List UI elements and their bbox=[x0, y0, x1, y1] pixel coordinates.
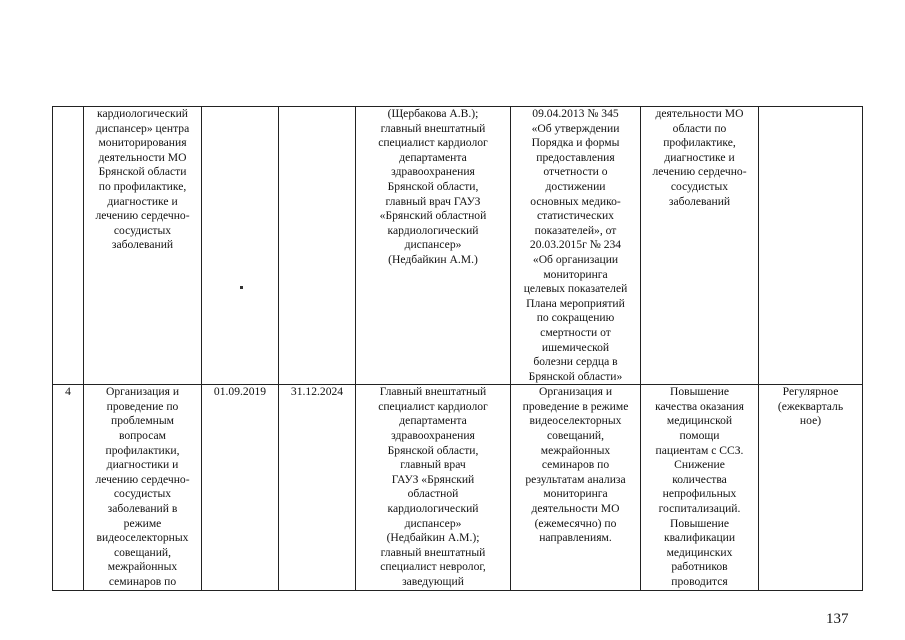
cell-end-date: 31.12.2024 bbox=[279, 385, 356, 591]
table-row bbox=[53, 107, 863, 385]
cell-frequency bbox=[759, 107, 863, 385]
cell-start-date: 01.09.2019 bbox=[202, 385, 279, 591]
page-number: 137 bbox=[826, 611, 849, 627]
cell-number: 4 bbox=[53, 385, 84, 591]
cell-responsible: Главный внештатный специалист кардиолог департамента здравоохранения Брянской области, главный врач ГАУЗ «Брянский областной кардиологический диспансер» (Недбайкин А.М.); главный внештатный специалист невролог, заведующий bbox=[356, 385, 511, 591]
scan-speck bbox=[240, 286, 243, 289]
plan-table bbox=[52, 106, 863, 591]
table-row bbox=[53, 385, 863, 591]
cell-indicator: деятельности МО области по профилактике, диагностике и лечению сердечно- сосудистых заболеваний bbox=[641, 107, 759, 385]
cell-end-date bbox=[279, 107, 356, 385]
cell-responsible: (Щербакова А.В.); главный внештатный специалист кардиолог департамента здравоохранения Брянской области, главный врач ГАУЗ «Брянский областной кардиологический диспансер» (Недбайкин А.М.) bbox=[356, 107, 511, 385]
cell-event: кардиологический диспансер» центра мониторирования деятельности МО Брянской области по профилактике, диагностике и лечению сердечно- сосудистых заболеваний bbox=[84, 107, 202, 385]
cell-start-date bbox=[202, 107, 279, 385]
cell-result: Организация и проведение в режиме видеоселекторных совещаний, межрайонных семинаров по результатам анализа мониторинга деятельности МО (ежемесячно) по направлениям. bbox=[511, 385, 641, 591]
cell-number bbox=[53, 107, 84, 385]
cell-indicator: Повышение качества оказания медицинской помощи пациентам с ССЗ. Снижение количества непрофильных госпитализаций. Повышение квалификации медицинских работников проводится bbox=[641, 385, 759, 591]
cell-result: 09.04.2013 № 345 «Об утверждении Порядка и формы предоставления отчетности о достижении основных медико- статистических показателей», от 20.03.2015г № 234 «Об организации мониторинга целевых показателей Плана мероприятий по сокращению смертности от ишемической болезни сердца в Брянской области» bbox=[511, 107, 641, 385]
cell-frequency: Регулярное (ежекварталь ное) bbox=[759, 385, 863, 591]
cell-event: Организация и проведение по проблемным вопросам профилактики, диагностики и лечению сердечно- сосудистых заболеваний в режиме видеоселекторных совещаний, межрайонных семинаров по bbox=[84, 385, 202, 591]
